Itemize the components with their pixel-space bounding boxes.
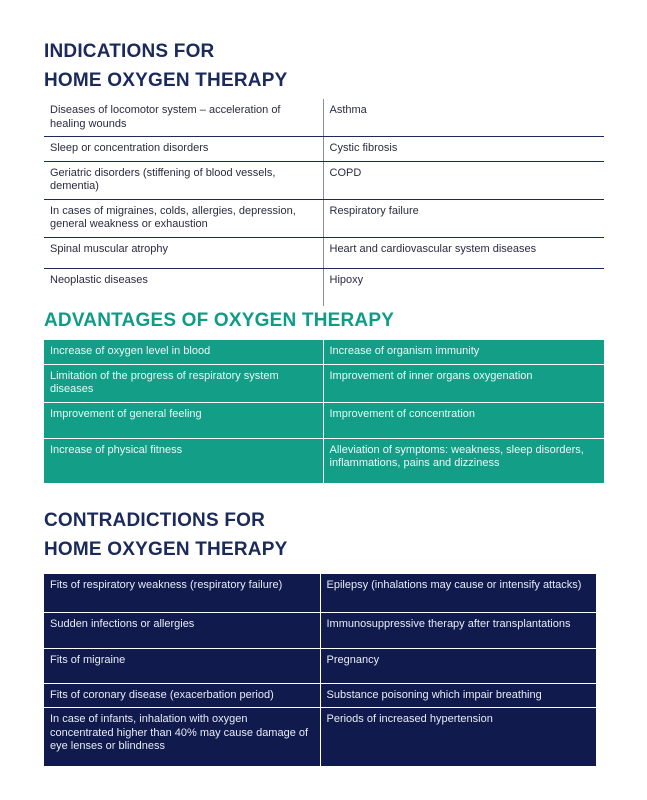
table-cell: Fits of respiratory weakness (respiratory failure) <box>44 574 320 612</box>
table-cell: Geriatric disorders (stiffening of blood vessels, dementia) <box>44 161 323 199</box>
indications-heading-line2: HOME OXYGEN THERAPY <box>44 70 288 91</box>
contradictions-heading <box>44 506 287 564</box>
table-row <box>44 402 604 438</box>
table-cell: Epilepsy (inhalations may cause or intensify attacks) <box>320 574 596 612</box>
table-row <box>44 237 604 268</box>
table-cell: Improvement of inner organs oxygenation <box>323 364 604 402</box>
table-cell: Fits of coronary disease (exacerbation period) <box>44 683 320 708</box>
table-cell: Substance poisoning which impair breathing <box>320 683 596 708</box>
table-cell: Improvement of concentration <box>323 402 604 438</box>
table-row <box>44 438 604 483</box>
table-cell: Diseases of locomotor system – acceleration of healing wounds <box>44 99 323 137</box>
indications-heading <box>44 37 287 95</box>
table-row <box>44 199 604 237</box>
contradictions-table <box>44 574 596 766</box>
table-cell: Sudden infections or allergies <box>44 612 320 648</box>
table-cell: Heart and cardiovascular system diseases <box>323 237 604 268</box>
table-cell: Pregnancy <box>320 648 596 683</box>
indications-table <box>44 99 604 306</box>
table-cell: Increase of physical fitness <box>44 438 323 483</box>
table-row <box>44 708 596 766</box>
table-cell: Spinal muscular atrophy <box>44 237 323 268</box>
table-cell: COPD <box>323 161 604 199</box>
table-cell: Periods of increased hypertension <box>320 708 596 766</box>
table-cell: Cystic fibrosis <box>323 137 604 162</box>
table-cell: In cases of migraines, colds, allergies, depression, general weakness or exhaustion <box>44 199 323 237</box>
table-row <box>44 648 596 683</box>
table-cell: Respiratory failure <box>323 199 604 237</box>
table-cell: Fits of migraine <box>44 648 320 683</box>
table-cell: Alleviation of symptoms: weakness, sleep disorders, inflammations, pains and dizziness <box>323 438 604 483</box>
table-cell: Sleep or concentration disorders <box>44 137 323 162</box>
table-row <box>44 137 604 162</box>
table-cell: Asthma <box>323 99 604 137</box>
table-cell: Immunosuppressive therapy after transplantations <box>320 612 596 648</box>
table-cell: Improvement of general feeling <box>44 402 323 438</box>
contradictions-heading-line1: CONTRADICTIONS FOR <box>44 510 266 531</box>
table-row <box>44 161 604 199</box>
table-row <box>44 99 604 137</box>
table-cell: Increase of oxygen level in blood <box>44 340 323 364</box>
advantages-table <box>44 340 604 483</box>
table-cell: In case of infants, inhalation with oxygen concentrated higher than 40% may cause damage of eye lenses or blindness <box>44 708 320 766</box>
indications-heading-line1: INDICATIONS FOR <box>44 41 215 62</box>
table-row <box>44 683 596 708</box>
table-cell: Hipoxy <box>329 273 364 286</box>
table-row <box>44 340 604 364</box>
table-row <box>44 268 604 306</box>
advantages-heading: ADVANTAGES OF OXYGEN THERAPY <box>44 310 395 331</box>
table-cell: Increase of organism immunity <box>323 340 604 364</box>
contradictions-heading-line2: HOME OXYGEN THERAPY <box>44 539 288 560</box>
table-row <box>44 364 604 402</box>
table-row <box>44 574 596 612</box>
table-cell: Neoplastic diseases <box>44 268 323 306</box>
table-cell: Limitation of the progress of respiratory system diseases <box>44 364 323 402</box>
table-row <box>44 612 596 648</box>
